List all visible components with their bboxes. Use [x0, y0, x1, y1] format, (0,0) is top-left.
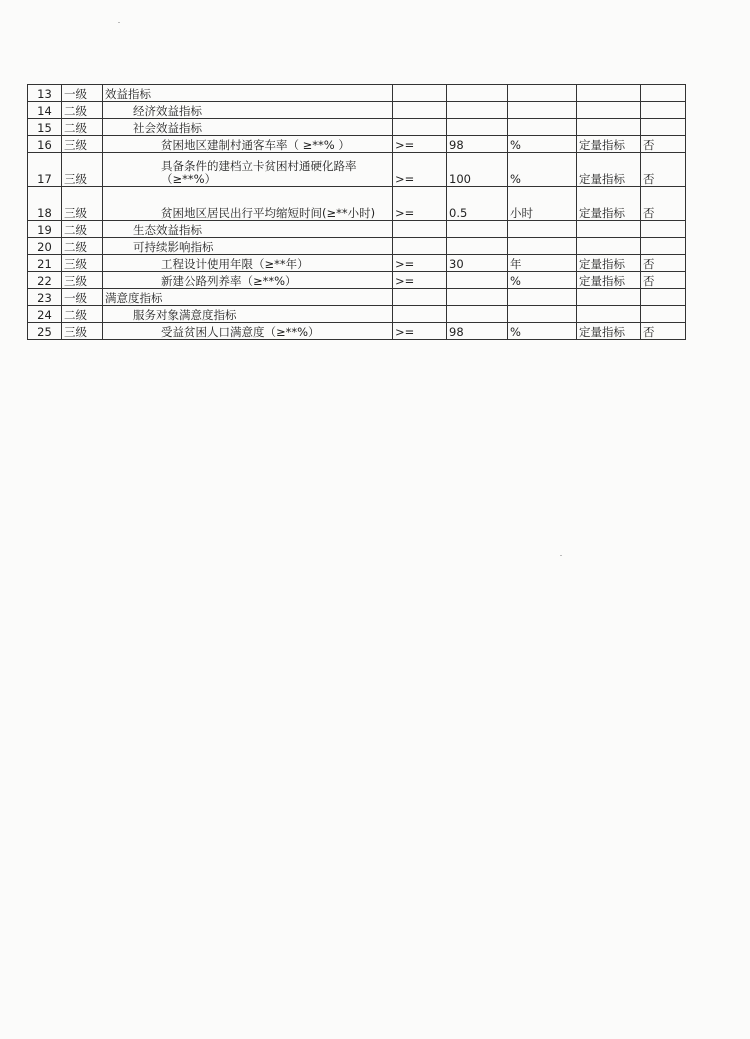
row-level-cell: 二级: [62, 306, 103, 323]
indicator-type-cell: [577, 102, 641, 119]
operator-cell: [393, 289, 447, 306]
indicator-name-cell: 工程设计使用年限（≥**年）: [103, 255, 393, 272]
table-row: [28, 153, 686, 187]
flag-cell: 否: [641, 255, 686, 272]
row-level-cell: 二级: [62, 119, 103, 136]
row-level-cell: 三级: [62, 136, 103, 153]
row-number-cell: 25: [28, 323, 62, 340]
indicator-name-cell: 可持续影响指标: [103, 238, 393, 255]
row-level-cell: 一级: [62, 289, 103, 306]
operator-cell: >=: [393, 153, 447, 187]
indicator-name-cell: 生态效益指标: [103, 221, 393, 238]
table-row: [28, 306, 686, 323]
table-row: [28, 119, 686, 136]
flag-cell: [641, 306, 686, 323]
scan-speck: [560, 555, 562, 556]
target-value-cell: [447, 119, 508, 136]
unit-cell: %: [508, 136, 577, 153]
row-level-cell: 三级: [62, 187, 103, 221]
indicator-type-cell: 定量指标: [577, 153, 641, 187]
indicator-name-cell: 贫困地区居民出行平均缩短时间(≥**小时): [103, 187, 393, 221]
unit-cell: [508, 289, 577, 306]
indicator-name-cell: 满意度指标: [103, 289, 393, 306]
unit-cell: [508, 102, 577, 119]
unit-cell: [508, 119, 577, 136]
table-row: [28, 238, 686, 255]
flag-cell: [641, 119, 686, 136]
target-value-cell: [447, 289, 508, 306]
flag-cell: [641, 238, 686, 255]
flag-cell: 否: [641, 272, 686, 289]
flag-cell: 否: [641, 323, 686, 340]
flag-cell: 否: [641, 136, 686, 153]
row-number-cell: 16: [28, 136, 62, 153]
flag-cell: 否: [641, 187, 686, 221]
target-value-cell: [447, 238, 508, 255]
table-row: [28, 272, 686, 289]
indicator-type-cell: [577, 221, 641, 238]
indicator-table-sheet: [27, 84, 685, 340]
indicator-type-cell: [577, 238, 641, 255]
operator-cell: [393, 85, 447, 102]
row-level-cell: 二级: [62, 102, 103, 119]
row-level-cell: 二级: [62, 238, 103, 255]
indicator-name-cell: 服务对象满意度指标: [103, 306, 393, 323]
target-value-cell: 98: [447, 323, 508, 340]
row-number-cell: 13: [28, 85, 62, 102]
flag-cell: [641, 102, 686, 119]
row-number-cell: 18: [28, 187, 62, 221]
operator-cell: [393, 119, 447, 136]
indicator-type-cell: 定量指标: [577, 255, 641, 272]
row-number-cell: 21: [28, 255, 62, 272]
target-value-cell: [447, 221, 508, 238]
indicator-type-cell: [577, 119, 641, 136]
row-number-cell: 14: [28, 102, 62, 119]
flag-cell: 否: [641, 153, 686, 187]
table-row: [28, 255, 686, 272]
row-number-cell: 23: [28, 289, 62, 306]
unit-cell: 年: [508, 255, 577, 272]
performance-indicator-table: [27, 84, 686, 340]
unit-cell: %: [508, 323, 577, 340]
row-number-cell: 17: [28, 153, 62, 187]
operator-cell: [393, 238, 447, 255]
indicator-name-cell: 新建公路列养率（≥**%）: [103, 272, 393, 289]
operator-cell: >=: [393, 323, 447, 340]
row-level-cell: 三级: [62, 153, 103, 187]
target-value-cell: 30: [447, 255, 508, 272]
unit-cell: [508, 306, 577, 323]
target-value-cell: [447, 272, 508, 289]
operator-cell: >=: [393, 255, 447, 272]
indicator-type-cell: 定量指标: [577, 323, 641, 340]
operator-cell: >=: [393, 272, 447, 289]
indicator-type-cell: [577, 306, 641, 323]
table-row: [28, 323, 686, 340]
scan-speck: [118, 22, 120, 23]
row-level-cell: 三级: [62, 255, 103, 272]
row-number-cell: 22: [28, 272, 62, 289]
table-row: [28, 221, 686, 238]
table-row: [28, 102, 686, 119]
target-value-cell: 0.5: [447, 187, 508, 221]
operator-cell: [393, 306, 447, 323]
indicator-name-cell: 效益指标: [103, 85, 393, 102]
target-value-cell: [447, 102, 508, 119]
indicator-name-cell: 经济效益指标: [103, 102, 393, 119]
unit-cell: [508, 85, 577, 102]
table-row: [28, 289, 686, 306]
row-number-cell: 24: [28, 306, 62, 323]
indicator-type-cell: 定量指标: [577, 187, 641, 221]
operator-cell: >=: [393, 187, 447, 221]
flag-cell: [641, 289, 686, 306]
row-number-cell: 15: [28, 119, 62, 136]
indicator-type-cell: [577, 85, 641, 102]
row-number-cell: 20: [28, 238, 62, 255]
flag-cell: [641, 221, 686, 238]
flag-cell: [641, 85, 686, 102]
indicator-name-cell: 具备条件的建档立卡贫困村通硬化路率（≥**%）: [103, 153, 393, 187]
indicator-type-cell: 定量指标: [577, 136, 641, 153]
unit-cell: 小时: [508, 187, 577, 221]
target-value-cell: [447, 85, 508, 102]
unit-cell: [508, 221, 577, 238]
row-number-cell: 19: [28, 221, 62, 238]
indicator-name-cell: 贫困地区建制村通客车率（ ≥**% ）: [103, 136, 393, 153]
target-value-cell: [447, 306, 508, 323]
table-row: [28, 136, 686, 153]
row-level-cell: 一级: [62, 85, 103, 102]
unit-cell: [508, 238, 577, 255]
table-row: [28, 85, 686, 102]
operator-cell: [393, 221, 447, 238]
indicator-name-cell: 受益贫困人口满意度（≥**%）: [103, 323, 393, 340]
row-level-cell: 三级: [62, 323, 103, 340]
indicator-name-cell: 社会效益指标: [103, 119, 393, 136]
indicator-type-cell: 定量指标: [577, 272, 641, 289]
unit-cell: %: [508, 272, 577, 289]
row-level-cell: 二级: [62, 221, 103, 238]
row-level-cell: 三级: [62, 272, 103, 289]
target-value-cell: 98: [447, 136, 508, 153]
operator-cell: >=: [393, 136, 447, 153]
indicator-type-cell: [577, 289, 641, 306]
table-row: [28, 187, 686, 221]
operator-cell: [393, 102, 447, 119]
target-value-cell: 100: [447, 153, 508, 187]
unit-cell: %: [508, 153, 577, 187]
